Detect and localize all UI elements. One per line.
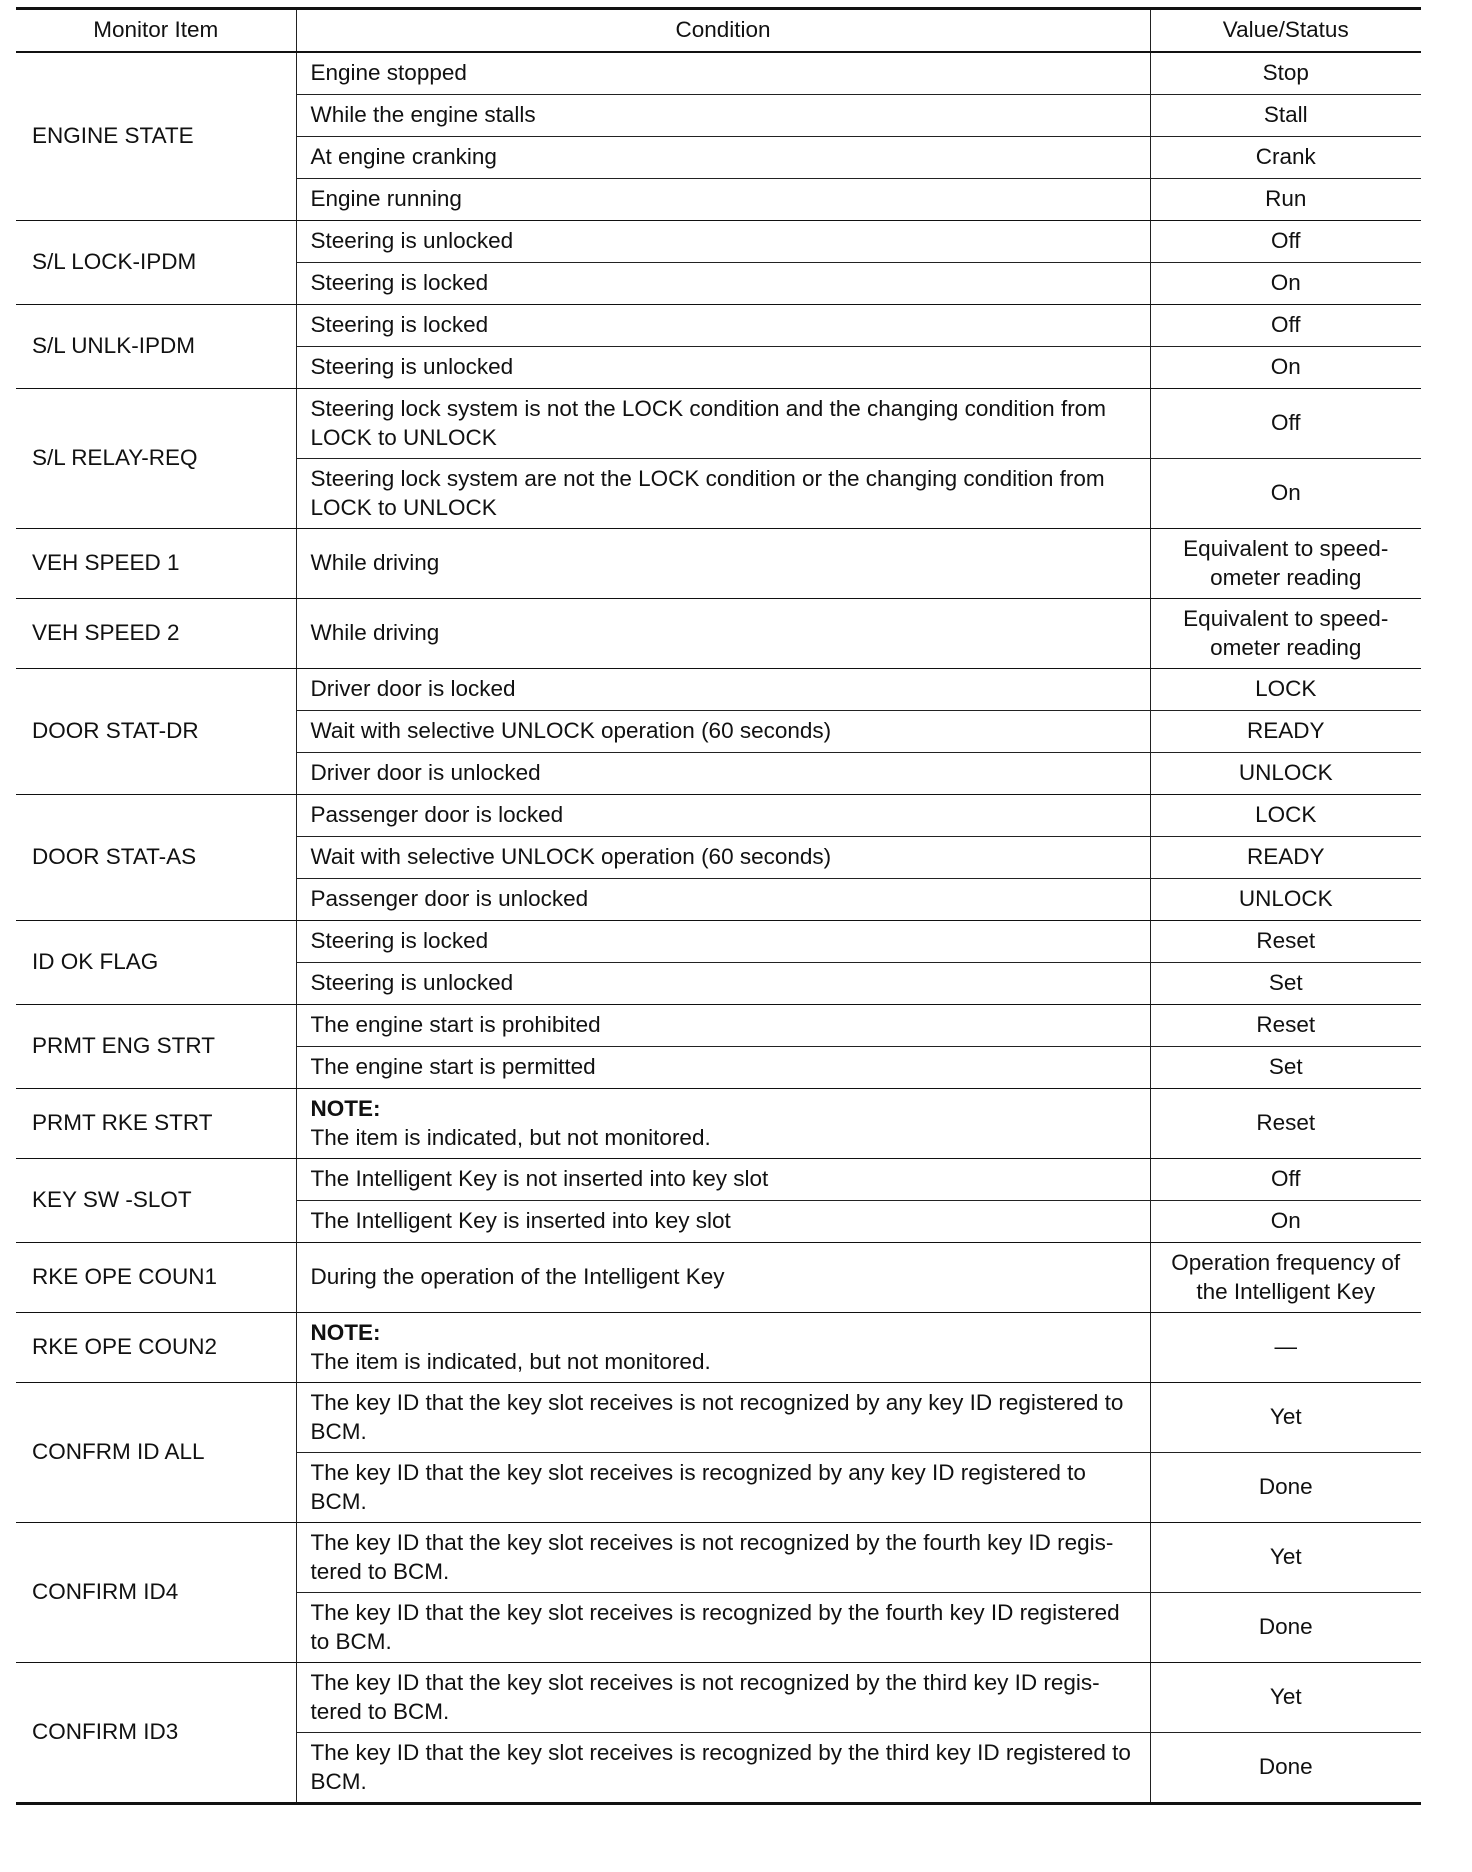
value-status-cell: On <box>1150 347 1421 389</box>
value-status-cell: Yet <box>1150 1663 1421 1733</box>
value-status-cell: Off <box>1150 1159 1421 1201</box>
value-status-cell: Off <box>1150 389 1421 459</box>
condition-cell: Steering is unlocked <box>296 347 1150 389</box>
monitor-item-cell: PRMT ENG STRT <box>16 1005 296 1089</box>
monitor-item-cell: VEH SPEED 2 <box>16 599 296 669</box>
value-status-cell: LOCK <box>1150 669 1421 711</box>
condition-cell: While driving <box>296 529 1150 599</box>
value-status-cell: Yet <box>1150 1523 1421 1593</box>
value-status-cell: Set <box>1150 963 1421 1005</box>
table-row <box>16 529 1421 599</box>
table-row <box>16 795 1421 837</box>
condition-cell: Steering is locked <box>296 305 1150 347</box>
monitor-item-cell: KEY SW -SLOT <box>16 1159 296 1243</box>
value-status-cell: Done <box>1150 1453 1421 1523</box>
table-row <box>16 1313 1421 1383</box>
condition-cell: The Intelligent Key is not inserted into key slot <box>296 1159 1150 1201</box>
condition-cell: The key ID that the key slot receives is recognized by the third key ID registered to BCM. <box>296 1733 1150 1804</box>
value-status-cell: Operation frequency of the Intelligent Key <box>1150 1243 1421 1313</box>
table-row <box>16 1523 1421 1593</box>
condition-cell <box>296 1313 1150 1383</box>
table-row <box>16 1383 1421 1453</box>
table-row <box>16 1089 1421 1159</box>
value-status-cell: Done <box>1150 1593 1421 1663</box>
condition-cell: The engine start is permitted <box>296 1047 1150 1089</box>
condition-cell: Engine running <box>296 179 1150 221</box>
table-row <box>16 669 1421 711</box>
condition-cell: Engine stopped <box>296 52 1150 95</box>
monitor-item-cell: S/L LOCK-IPDM <box>16 221 296 305</box>
condition-cell: Passenger door is unlocked <box>296 879 1150 921</box>
monitor-item-cell: DOOR STAT-DR <box>16 669 296 795</box>
value-status-cell: Off <box>1150 305 1421 347</box>
value-status-cell: Yet <box>1150 1383 1421 1453</box>
table-header-row <box>16 9 1421 53</box>
condition-cell <box>296 1089 1150 1159</box>
monitor-item-cell: DOOR STAT-AS <box>16 795 296 921</box>
condition-cell: The key ID that the key slot receives is recognized by any key ID registered to BCM. <box>296 1453 1150 1523</box>
monitor-item-cell: CONFRM ID ALL <box>16 1383 296 1523</box>
value-status-cell: Equivalent to speed-ometer reading <box>1150 599 1421 669</box>
condition-cell: Driver door is locked <box>296 669 1150 711</box>
value-status-cell: Reset <box>1150 1005 1421 1047</box>
value-status-cell: Done <box>1150 1733 1421 1804</box>
condition-cell: Steering lock system is not the LOCK condition and the changing condition from LOCK to UNLOCK <box>296 389 1150 459</box>
value-status-cell: Crank <box>1150 137 1421 179</box>
condition-cell: Driver door is unlocked <box>296 753 1150 795</box>
value-status-cell: Stall <box>1150 95 1421 137</box>
value-status-cell: UNLOCK <box>1150 753 1421 795</box>
condition-cell: The key ID that the key slot receives is recognized by the fourth key ID registered to BCM. <box>296 1593 1150 1663</box>
table-row <box>16 1663 1421 1733</box>
monitor-item-cell: CONFIRM ID3 <box>16 1663 296 1804</box>
header-value-status: Value/Status <box>1150 9 1421 53</box>
table-row <box>16 1005 1421 1047</box>
condition-cell: The key ID that the key slot receives is not recognized by the third key ID regis-tered to BCM. <box>296 1663 1150 1733</box>
value-status-cell: Set <box>1150 1047 1421 1089</box>
monitor-item-cell: RKE OPE COUN2 <box>16 1313 296 1383</box>
condition-cell: At engine cranking <box>296 137 1150 179</box>
condition-cell: Wait with selective UNLOCK operation (60 seconds) <box>296 837 1150 879</box>
condition-cell: The key ID that the key slot receives is not recognized by any key ID registered to BCM. <box>296 1383 1150 1453</box>
header-monitor-item: Monitor Item <box>16 9 296 53</box>
condition-cell: Steering is locked <box>296 263 1150 305</box>
note-text: The item is indicated, but not monitored. <box>310 1348 711 1374</box>
monitor-item-table <box>16 7 1421 1805</box>
condition-cell: During the operation of the Intelligent Key <box>296 1243 1150 1313</box>
value-status-cell: UNLOCK <box>1150 879 1421 921</box>
monitor-item-cell: PRMT RKE STRT <box>16 1089 296 1159</box>
value-status-cell: Reset <box>1150 921 1421 963</box>
monitor-item-cell: ENGINE STATE <box>16 52 296 221</box>
table-row <box>16 389 1421 459</box>
value-status-cell: On <box>1150 459 1421 529</box>
value-status-cell: On <box>1150 1201 1421 1243</box>
condition-cell: Wait with selective UNLOCK operation (60 seconds) <box>296 711 1150 753</box>
condition-cell: While the engine stalls <box>296 95 1150 137</box>
value-status-cell: READY <box>1150 711 1421 753</box>
monitor-item-cell: CONFIRM ID4 <box>16 1523 296 1663</box>
value-status-cell: Equivalent to speed-ometer reading <box>1150 529 1421 599</box>
condition-cell: Steering is unlocked <box>296 221 1150 263</box>
condition-cell: The key ID that the key slot receives is not recognized by the fourth key ID regis-tered to BCM. <box>296 1523 1150 1593</box>
value-status-cell: Run <box>1150 179 1421 221</box>
condition-cell: Steering is locked <box>296 921 1150 963</box>
note-text: The item is indicated, but not monitored. <box>310 1124 711 1150</box>
condition-cell: Passenger door is locked <box>296 795 1150 837</box>
condition-cell: While driving <box>296 599 1150 669</box>
table-row <box>16 221 1421 263</box>
note-label: NOTE: <box>310 1096 381 1121</box>
value-status-cell: Stop <box>1150 52 1421 95</box>
value-status-cell: Reset <box>1150 1089 1421 1159</box>
table-row <box>16 52 1421 95</box>
table-row <box>16 599 1421 669</box>
header-condition: Condition <box>296 9 1150 53</box>
condition-cell: Steering lock system are not the LOCK condition or the changing condition from LOCK to UNLOCK <box>296 459 1150 529</box>
table-row <box>16 1159 1421 1201</box>
note-label: NOTE: <box>310 1320 381 1345</box>
value-status-cell: READY <box>1150 837 1421 879</box>
value-status-cell: Off <box>1150 221 1421 263</box>
value-status-cell: LOCK <box>1150 795 1421 837</box>
monitor-item-cell: S/L RELAY-REQ <box>16 389 296 529</box>
condition-cell: The Intelligent Key is inserted into key slot <box>296 1201 1150 1243</box>
condition-cell: The engine start is prohibited <box>296 1005 1150 1047</box>
monitor-item-cell: RKE OPE COUN1 <box>16 1243 296 1313</box>
value-status-cell: — <box>1150 1313 1421 1383</box>
value-status-cell: On <box>1150 263 1421 305</box>
monitor-item-cell: ID OK FLAG <box>16 921 296 1005</box>
monitor-item-cell: S/L UNLK-IPDM <box>16 305 296 389</box>
condition-cell: Steering is unlocked <box>296 963 1150 1005</box>
table-row <box>16 1243 1421 1313</box>
table-body <box>16 52 1421 1804</box>
table-row <box>16 921 1421 963</box>
monitor-item-cell: VEH SPEED 1 <box>16 529 296 599</box>
table-row <box>16 305 1421 347</box>
